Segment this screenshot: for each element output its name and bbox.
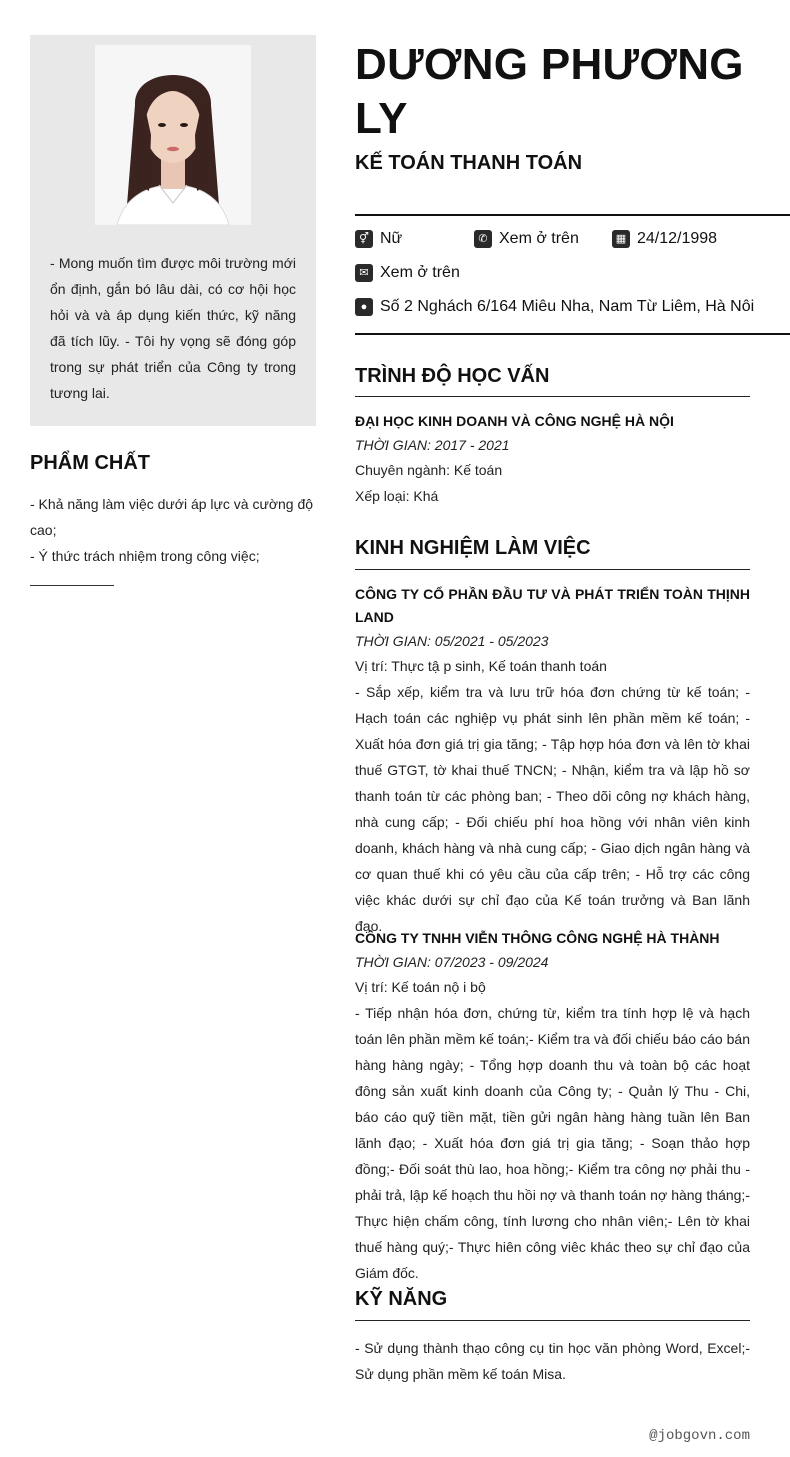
experience-title: KINH NGHIỆM LÀM VIỆC bbox=[355, 537, 591, 559]
divider bbox=[355, 214, 790, 216]
divider bbox=[355, 333, 790, 335]
email-value: Xem ở trên bbox=[380, 264, 460, 281]
email-info bbox=[355, 264, 460, 282]
qualities-list bbox=[30, 491, 316, 569]
phone-icon: ✆ bbox=[474, 230, 492, 248]
job-description: - Sắp xếp, kiểm tra và lưu trữ hóa đơn chứng từ kế toán; - Hạch toán các nghiệp vụ phát sinh lên phần mềm kế toán; - Xuất hóa đơn giá trị gia tăng; - Tập hợp hóa đơn và lên tờ khai thuế GTGT, tờ khai thuế TNCN; - Nhận, kiểm tra và lập hồ sơ thanh toán từ các phòng ban; - Theo dõi công nợ khách hàng, nhà cung cấp; - Đối chiếu phí hoa hồng với nhân viên kinh doanh, khách hàng và nhà cung cấp; - Giao dịch ngân hàng và cơ quan thuế khi có yêu cầu của cấp trên; - Hỗ trợ các công việc khác dưới sự chỉ đạo của Kế toán trưởng và Ban lãnh đạo. bbox=[355, 684, 750, 934]
calendar-icon: ▦ bbox=[612, 230, 630, 248]
divider bbox=[355, 569, 750, 570]
skills-description: - Sử dụng thành thạo công cụ tin học văn phòng Word, Excel;- Sử dụng phần mềm kế toán Misa. bbox=[355, 1340, 750, 1382]
education-grade: Xếp loại: Khá bbox=[355, 488, 439, 504]
company-name: CÔNG TY CỔ PHẦN ĐẦU TƯ VÀ PHÁT TRIỂN TOÀN THỊNH LAND bbox=[355, 586, 750, 625]
location-icon: ● bbox=[355, 298, 373, 316]
divider bbox=[30, 585, 114, 586]
school-name: ĐẠI HỌC KINH DOANH VÀ CÔNG NGHỆ HÀ NỘI bbox=[355, 413, 674, 429]
qualities-title: PHẨM CHẤT bbox=[30, 452, 150, 474]
profile-photo bbox=[95, 45, 251, 225]
skills-title: KỸ NĂNG bbox=[355, 1288, 448, 1310]
job-description: - Tiếp nhận hóa đơn, chứng từ, kiểm tra tính hợp lệ và hạch toán lên phần mềm kế toán;- Kiểm tra và đối chiếu báo cáo bán hàng hàng ngày; - Tổng hợp doanh thu và toàn bộ các hoạt đông sản xuất kinh doanh của Công ty; - Quản lý Thu - Chi, báo cáo quỹ tiền mặt, tiền gửi ngân hàng hàng tuần lên Ban lãnh đạo; - Xuất hóa đơn giá trị gia tăng; - Soạn thảo hợp đồng;- Đối soát thù lao, hoa hồng;- Kiểm tra công nợ phải thu - phải trả, lập kế hoạch thu hồi nợ và thanh toán nợ hàng tháng;- Thực hiện chấm công, tính lương cho nhân viên;- Lên tờ khai thuế hàng quý;- Thực hiên công viêc khác theo sự chỉ đạo của Giám đốc. bbox=[355, 1005, 750, 1281]
gender-icon: ⚥ bbox=[355, 230, 373, 248]
phone-info bbox=[474, 230, 579, 248]
candidate-name: DƯƠNG PHƯƠNG LY bbox=[355, 40, 744, 143]
mail-icon: ✉ bbox=[355, 264, 373, 282]
address-info bbox=[355, 298, 754, 316]
gender-info bbox=[355, 230, 402, 248]
job-time: THỜI GIAN: 07/2023 - 09/2024 bbox=[355, 954, 549, 970]
job-position: Vị trí: Thực tậ p sinh, Kế toán thanh toán bbox=[355, 658, 607, 674]
career-objective: - Mong muốn tìm được môi trường mới ổn định, gắn bó lâu dài, có cơ hội học hỏi và và áp dụng kiến thức, kỹ năng đã tích lũy. - Tôi hy vọng sẽ đóng góp trong sự phát triển của Công ty trong tương lai. bbox=[50, 255, 296, 401]
education-title: TRÌNH ĐỘ HỌC VẤN bbox=[355, 365, 550, 387]
birthday-info bbox=[612, 230, 717, 248]
job-position: Vị trí: Kế toán nộ i bộ bbox=[355, 979, 486, 995]
birthday-value: 24/12/1998 bbox=[637, 230, 718, 247]
quality-item: - Ý thức trách nhiệm trong công việc; bbox=[30, 548, 260, 564]
divider bbox=[355, 396, 750, 397]
portrait-image bbox=[95, 45, 251, 225]
company-name: CÔNG TY TNHH VIỄN THÔNG CÔNG NGHỆ HÀ THÀNH bbox=[355, 930, 720, 946]
watermark: @jobgovn.com bbox=[649, 1428, 750, 1444]
job-title: KẾ TOÁN THANH TOÁN bbox=[355, 152, 583, 174]
gender-value: Nữ bbox=[380, 230, 403, 247]
profile-panel bbox=[30, 35, 316, 426]
address-value: Số 2 Nghách 6/164 Miêu Nha, Nam Từ Liêm, Hà Nôi bbox=[380, 298, 755, 315]
education-major: Chuyên ngành: Kế toán bbox=[355, 462, 503, 478]
quality-item: - Khả năng làm việc dưới áp lực và cường độ cao; bbox=[30, 496, 314, 538]
divider bbox=[355, 1320, 750, 1321]
phone-value: Xem ở trên bbox=[499, 230, 579, 247]
education-time: THỜI GIAN: 2017 - 2021 bbox=[355, 437, 510, 453]
job-time: THỜI GIAN: 05/2021 - 05/2023 bbox=[355, 633, 549, 649]
